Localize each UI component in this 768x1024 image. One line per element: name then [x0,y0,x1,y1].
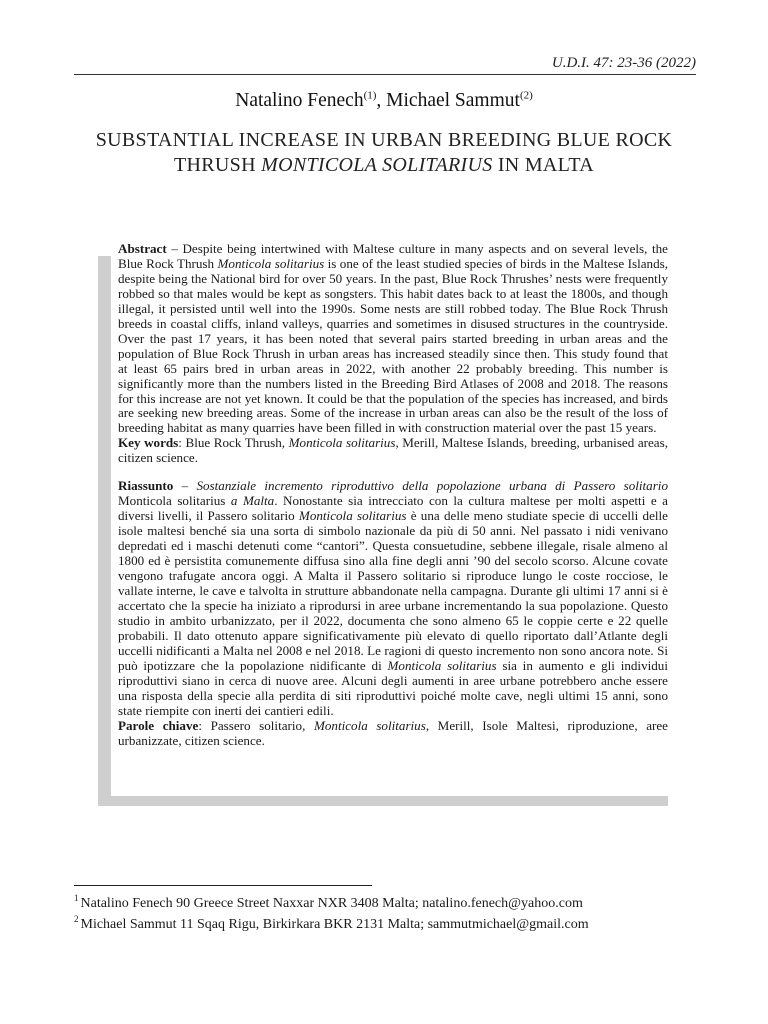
abstract-label: Abstract [118,241,167,256]
footnote-rule [74,885,372,886]
keywords-label: Key words [118,435,179,451]
footnote-2-text: Michael Sammut 11 Sqaq Rigu, Birkirkara BKR 2131 Malta; sammutmichael@gmail.com [80,917,589,932]
riassunto-title-2: a Malta [230,493,275,509]
riassunto-text-1: . Nonostante sia intrecciato con la cultura maltese per molti aspetti e a diversi livelli, il Passero solitario [118,493,668,524]
parole-chiave-label: Parole chiave [118,717,199,733]
title-species: MONTICOLA SOLITARIUS [261,154,493,176]
author-2: Michael Sammut [386,90,520,111]
footnote-2-mark: 2 [74,914,79,925]
parole-chiave-text-1: : Passero solitario, [198,717,314,733]
author-line [0,90,768,112]
riassunto-title: Sostanziale incremento riproduttivo della popolazione urbana di Passero solitario [196,478,668,494]
riassunto-species-1: Monticola solitarius [298,508,407,524]
paper-title [60,128,708,178]
parole-chiave-paragraph [118,719,668,749]
author-1: Natalino Fenech [235,90,364,111]
keywords-text-1: : Blue Rock Thrush, [178,435,289,451]
title-part-1: SUBSTANTIAL INCREASE IN URBAN BREEDING BLUE ROCK THRUSH [95,129,673,176]
riassunto-text-3: sia in aumento e gli individui riproduttivi siano in cerca di nuove aree. Alcuni degli aumenti in aree urbane potrebbero anche essere una risposta della specie alla perdita di siti riproduttivi poiché molte cave, negli ultimi 15 anni, sono state riempite con inerti dei cantieri edili. [118,657,668,718]
footnote-1 [74,893,714,914]
riassunto-text-2: è una delle meno studiate specie di uccelli delle isole maltesi benché sia una sorta di simbolo nazionale da più di 50 anni. Nel passato i nidi venivano depredati ed i maschi detenuti come “cantori”. Questa consuetudine, sebbene illegale, risale almeno al 1800 ed è persistita comunemente diffusa sino alla fine degli anni ’90 del secolo scorso. Alcune covate vengono trafugate ancora oggi. A Malta il Passero solitario si riproduce lungo le coste rocciose, le vallate interne, le cave e talvolta in strutture abbandonate nella campagna. Durante gli ultimi 17 anni si è accertato che la specie ha iniziato a riprodursi in aree urbane incrementando la sua popolazione. Questo studio in ambito urbanizzato, per il 2022, documenta che sono almeno 65 le coppie certe e 22 quelle probabili. Il dato ottenuto appare significativamente più elevato di quello riportato dall’Atlante degli uccelli nidificanti a Malta nel 2008 e nel 2018. Le ragioni di questo incremento non sono ancora note. Si può ipotizzare che la popolazione nidificante di [118,508,668,673]
abstract-species-1: Monticola solitarius [217,255,325,271]
abstract-text-2: is one of the least studied species of birds in the Maltese Islands, despite being the National bird for over 50 years. In the past, Blue Rock Thrushes’ nests were frequently robbed so that males would be kept as songsters. This habit dates back to at least the 1800s, and though illegal, it persisted until well into the 1990s. Some nests are still robbed today. The Blue Rock Thrush breeds in coastal cliffs, inland valleys, quarries and sometimes in disused structures in the countryside. Over the past 17 years, it has been noted that several pairs started breeding in urban areas and the population of Blue Rock Thrush in urban areas has increased steadily since then. This study found that at least 65 pairs bred in urban areas in 2022, with another 22 probably breeding. This number is significantly more than the numbers listed in the Breeding Bird Atlases of 2008 and 2018. The reasons for this increase are not yet known. It could be that the population of the species has increased, and birds are seeking new breeding areas. Some of the increase in urban areas can also be the result of the loss of breeding habitat as many quarries have been filled in with construction material over the past 15 years. [118,255,668,436]
keywords-species: Monticola solitarius, [288,435,399,451]
header-rule [74,74,696,75]
journal-citation: U.D.I. 47: 23-36 (2022) [551,55,696,71]
abstract-paragraph [118,242,668,436]
footnotes [74,893,714,935]
author-1-mark: (1) [363,89,377,102]
title-part-2: IN MALTA [492,154,594,176]
abstract-text-1: – Despite being intertwined with Maltese culture in many aspects and on several levels, the Blue Rock Thrush [118,241,668,271]
footnote-2 [74,914,714,935]
riassunto-paragraph [118,479,668,718]
riassunto-species-2: Monticola solitarius [387,657,497,673]
riassunto-dash: – [173,478,197,494]
author-separator: , [376,90,387,111]
author-2-mark: (2) [519,89,533,102]
keywords-paragraph [118,436,668,466]
parole-chiave-species: Monticola solitarius [313,717,426,733]
abstract-content [118,242,668,748]
footnote-1-text: Natalino Fenech 90 Greece Street Naxxar NXR 3408 Malta; natalino.fenech@yahoo.com [80,896,583,911]
riassunto-label: Riassunto [118,478,174,494]
footnote-1-mark: 1 [74,893,79,904]
riassunto-text-0: Monticola solitarius [118,493,231,509]
keywords-text-2: Merill, Maltese Islands, breeding, urbanised areas, citizen science. [118,435,668,466]
parole-chiave-text-2: , Merill, Isole Maltesi, riproduzione, aree urbanizzate, citizen science. [118,717,668,748]
